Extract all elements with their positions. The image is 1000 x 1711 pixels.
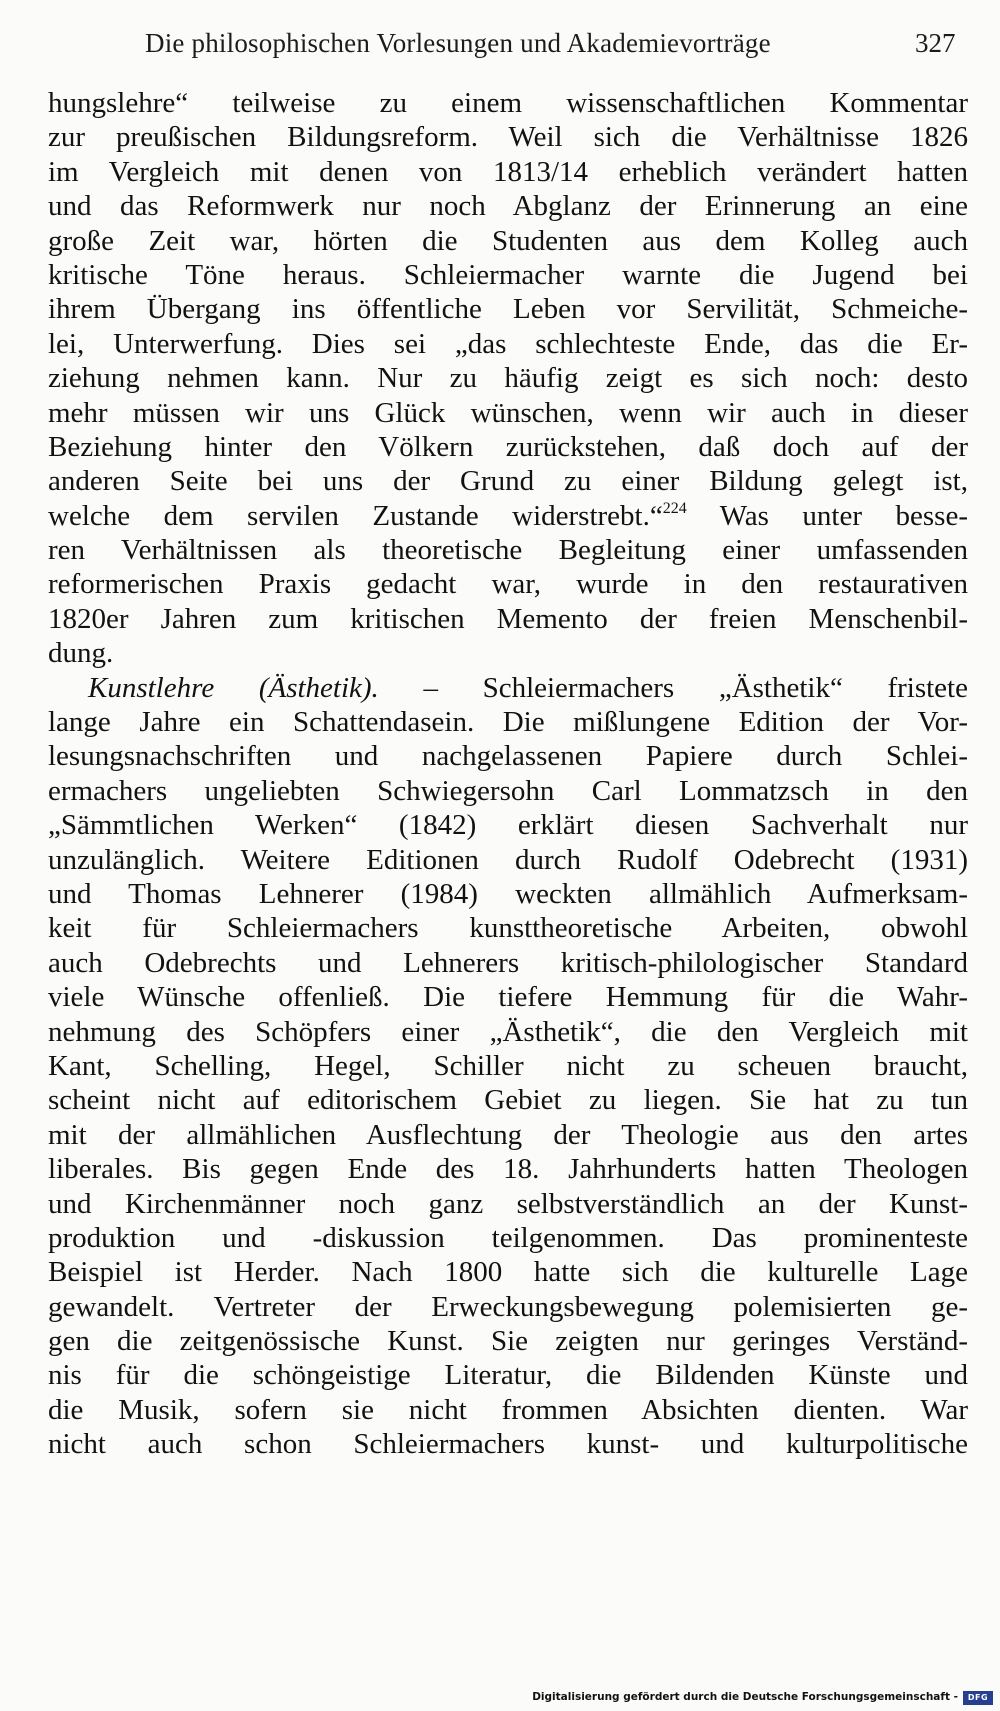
text-line: 1820er Jahren zum kritischen Memento der freien Menschenbil- [48,602,968,635]
text-line: anderen Seite bei uns der Grund zu einer Bildung gelegt ist, [48,465,968,498]
text-line: und Kirchenmänner noch ganz selbstverständlich an der Kunst- [48,1187,968,1220]
text-line: keit für Schleiermachers kunsttheoretische Arbeiten, obwohl [48,912,968,945]
text-line: mehr müssen wir uns Glück wünschen, wenn wir auch in dieser [48,396,968,429]
text-line: ermachers ungeliebten Schwiegersohn Carl Lommatzsch in den [48,774,968,807]
text-line: Beziehung hinter den Völkern zurückstehen, daß doch auf der [48,430,968,463]
paragraph-1 [48,86,968,671]
text-line: auch Odebrechts und Lehnerers kritisch-philologischer Standard [48,946,968,979]
text-line: Beispiel ist Herder. Nach 1800 hatte sich die kulturelle Lage [48,1256,968,1289]
footnote-reference[interactable]: 224 [662,499,687,517]
text-line: gen die zeitgenössische Kunst. Sie zeigten nur geringes Verständ- [48,1325,968,1358]
text-line: im Vergleich mit denen von 1813/14 erheblich verändert hatten [48,155,968,188]
text-line: lesungsnachschriften und nachgelassenen Papiere durch Schlei- [48,740,968,773]
line-text-after: – Schleiermachers „Ästhetik“ fristete [378,671,968,704]
text-line: dung. [48,637,114,670]
text-line: ziehung nehmen kann. Nur zu häufig zeigt es sich noch: desto [48,362,968,395]
running-head: Die philosophischen Vorlesungen und Akademievorträge [145,28,771,58]
page-number: 327 [915,28,956,58]
text-line: ren Verhältnissen als theoretische Begleitung einer umfassenden [48,534,968,567]
section-heading-line [48,671,968,705]
text-line: kritische Töne heraus. Schleiermacher warnte die Jugend bei [48,258,968,291]
text-line: lange Jahre ein Schattendasein. Die mißlungene Edition der Vor- [48,706,968,739]
dfg-logo-icon: DFG [963,1691,993,1705]
paragraph-2 [48,671,968,1496]
text-line: große Zeit war, hörten die Studenten aus dem Kolleg auch [48,224,968,257]
text-line [48,1462,968,1496]
text-line: lei, Unterwerfung. Dies sei „das schlechteste Ende, das die Er- [48,327,968,360]
text-line: Kant, Schelling, Hegel, Schiller nicht zu scheuen braucht, [48,1049,968,1082]
text-line: gewandelt. Vertreter der Erweckungsbewegung polemisierten ge- [48,1290,968,1323]
line-text-after: Was unter besse- [686,499,968,532]
text-line: nehmung des Schöpfers einer „Ästhetik“, die den Vergleich mit [48,1015,968,1048]
text-line: hungslehre“ teilweise zu einem wissenschaftlichen Kommentar [48,87,968,119]
text-line: reformerischen Praxis gedacht war, wurde in den restaurativen [48,568,968,601]
text-line: die Musik, sofern sie nicht frommen Absichten dienten. War [48,1393,968,1426]
text-line: ihrem Übergang ins öffentliche Leben vor Servilität, Schmeiche- [48,293,968,326]
page-footer [0,1688,1000,1711]
text-line: liberales. Bis gegen Ende des 18. Jahrhunderts hatten Theologen [48,1153,968,1186]
section-heading: Kunstlehre (Ästhetik). [88,671,379,704]
text-line: und Thomas Lehnerer (1984) weckten allmählich Aufmerksam- [48,877,968,910]
text-line: mit der allmählichen Ausflechtung der Theologie aus den artes [48,1118,968,1151]
text-line: unzulänglich. Weitere Editionen durch Rudolf Odebrecht (1931) [48,843,968,876]
digitization-credit: Digitalisierung gefördert durch die Deutsche Forschungsgemeinschaft - [532,1691,958,1703]
body-text [48,86,968,1496]
text-line: scheint nicht auf editorischem Gebiet zu liegen. Sie hat zu tun [48,1084,968,1117]
text-line: nis für die schöngeistige Literatur, die Bildenden Künste und [48,1359,968,1392]
text-line: und das Reformwerk nur noch Abglanz der Erinnerung an eine [48,190,968,223]
text-line-with-footnote [48,499,968,533]
text-line: produktion und -diskussion teilgenommen. Das prominenteste [48,1221,968,1254]
text-line: „Sämmtlichen Werken“ (1842) erklärt diesen Sachverhalt nur [48,809,968,842]
text-line: zur preußischen Bildungsreform. Weil sich die Verhältnisse 1826 [48,121,968,154]
text-line: nicht auch schon Schleiermachers kunst- und kulturpolitische [48,1428,968,1461]
line-text-before: welche dem servilen Zustande widerstrebt.“ [48,499,663,532]
text-line: viele Wünsche offenließ. Die tiefere Hemmung für die Wahr- [48,981,968,1014]
page-header [0,28,1000,68]
